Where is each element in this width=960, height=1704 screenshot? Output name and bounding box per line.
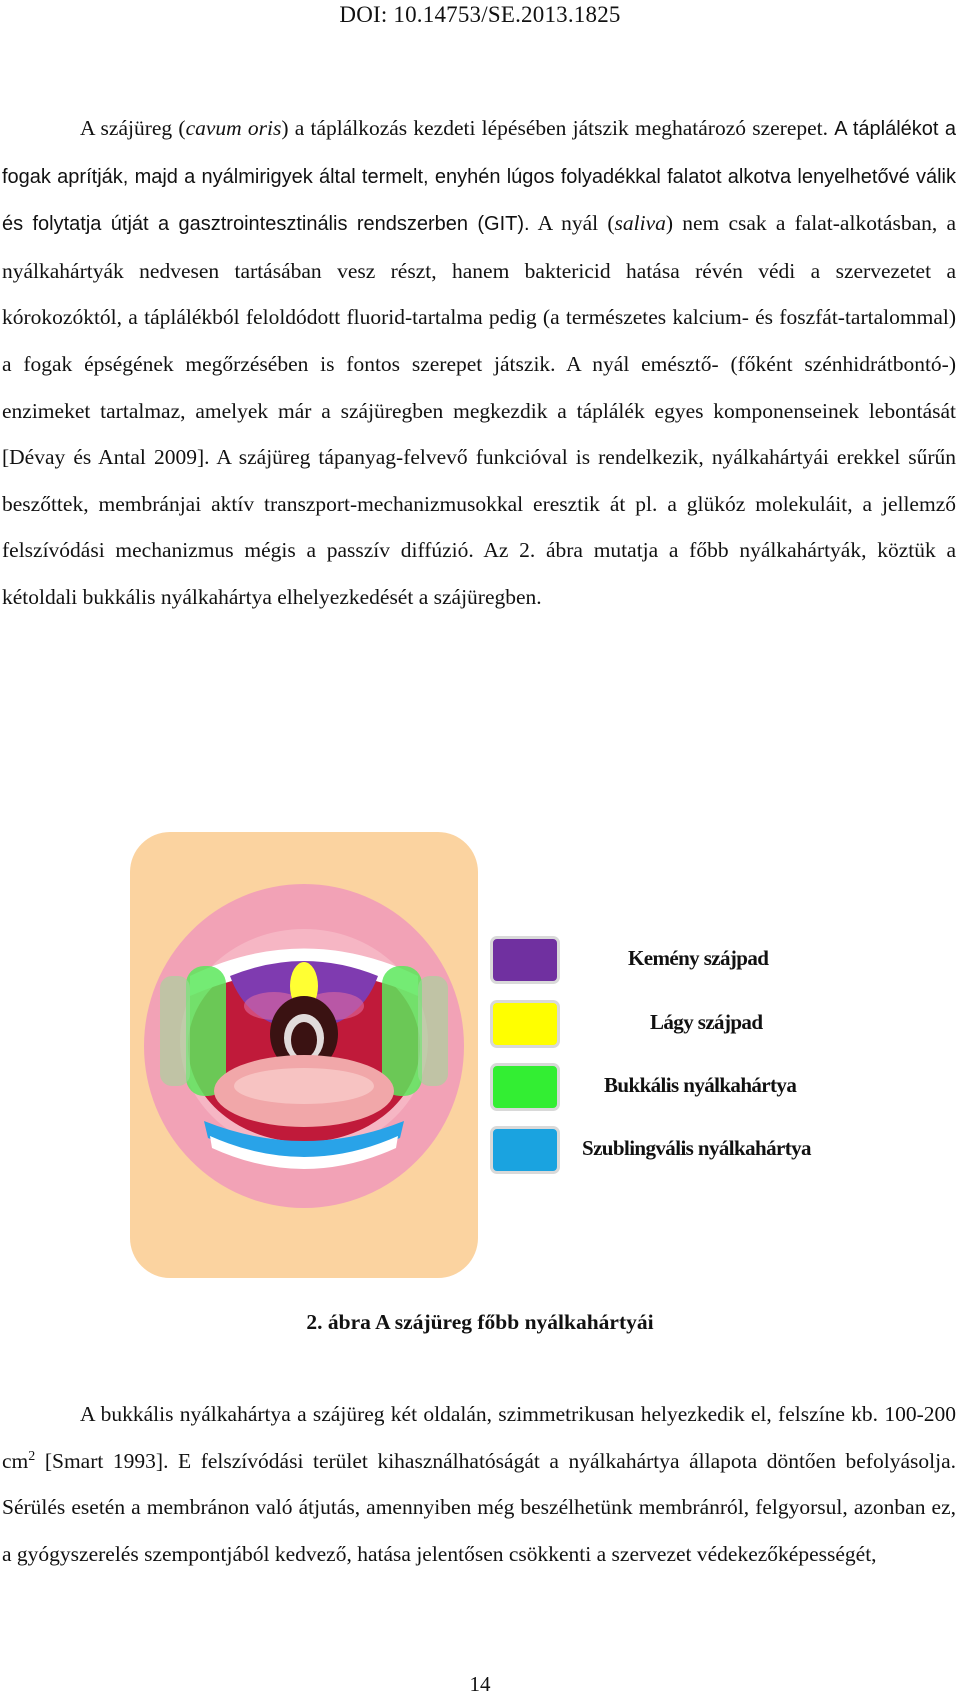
paragraph-2 <box>2 1391 956 1577</box>
doi-header: DOI: 10.14753/SE.2013.1825 <box>339 2 621 27</box>
legend-label: Szublingvális nyálkahártya <box>582 1136 811 1160</box>
legend-item-soft-palate <box>490 1000 890 1050</box>
buccal-left-outer <box>160 976 190 1086</box>
text-run: A bukkális nyálkahártya a szájüreg két oldalán, szimmetrikusan helyezkedik el, felszíne kb. 100-200 cm <box>2 1402 956 1473</box>
legend-label: Kemény szájpad <box>628 946 769 970</box>
green-swatch <box>490 1063 560 1111</box>
paragraph-1 <box>2 105 956 621</box>
legend-label: Lágy szájpad <box>650 1010 763 1034</box>
blue-swatch <box>490 1126 560 1174</box>
text-run: ) nem csak a falat-alkotásban, a nyálkahártyák nedvesen tartásában vesz részt, hanem baktericid hatása révén védi a szervezetet a kórokozóktól, a táplálékból feloldódott fluorid-tartalma pedig (a természetes kalcium- és foszfát-tartalommal) a fogak épségének megőrzésében is fontos szerepet játszik. A nyál emésztő- (főként szénhidrátbontó-) enzimeket tartalmaz, amelyek már a szájüregben megkezdik a táplálék egyes komponenseinek lebontását [Dévay és Antal 2009]. A szájüreg tápanyag-felvevő funkcióval is rendelkezik, nyálkahártyái erekkel sűrűn beszőttek, membránjai aktív transzport-mechanizmusokkal eresztik át pl. a glükóz molekuláit, a jellemző felszívódási mechanizmus mégis a passzív diffúzió. Az 2. ábra mutatja a főbb nyálkahártyák, köztük a kétoldali bukkális nyálkahártya elhelyezkedését a szájüregben. <box>2 211 956 609</box>
italic-term: cavum oris <box>185 116 282 140</box>
text-run: A szájüreg ( <box>80 116 186 140</box>
text-run: ) a táplálkozás kezdeti lépésében játszik meghatározó szerepet. <box>281 116 835 140</box>
buccal-left <box>186 966 226 1096</box>
text-run: A nyál ( <box>529 211 615 236</box>
purple-swatch <box>490 936 560 984</box>
page-number: 14 <box>469 1672 491 1696</box>
legend-item-sublingual <box>490 1126 890 1176</box>
legend-label: Bukkális nyálkahártya <box>604 1073 797 1097</box>
legend-item-buccal <box>490 1063 890 1113</box>
text-run-sans: A táplálékot a fogak aprítják, majd a nyálmirigyek által termelt, enyhén lúgos folyadékkal falatot alkotva lenyelhetővé válik és folytatja útját a gasztrointesztinális rendszerben (GIT). <box>2 118 956 236</box>
superscript: 2 <box>28 1448 36 1464</box>
throat-inner <box>291 1022 317 1058</box>
yellow-swatch <box>490 1000 560 1048</box>
buccal-right-outer <box>418 976 448 1086</box>
buccal-right <box>382 966 422 1096</box>
tongue-highlight <box>234 1068 374 1104</box>
italic-term: saliva <box>614 211 666 236</box>
figure-caption: 2. ábra A szájüreg főbb nyálkahártyái <box>306 1310 654 1334</box>
legend-item-hard-palate <box>490 936 890 986</box>
text-run: [Smart 1993]. E felszívódási terület kihasználhatóságát a nyálkahártya állapota döntően befolyásolja. Sérülés esetén a membránon való átjutás, amennyiben még beszélhetünk membránról, felgyorsul, azonban ez, a gyógyszerelés szempontjából kedvező, hatása jelentősen csökkenti a szervezet védekezőképességét, <box>2 1448 956 1566</box>
oral-cavity-figure <box>120 826 880 1286</box>
